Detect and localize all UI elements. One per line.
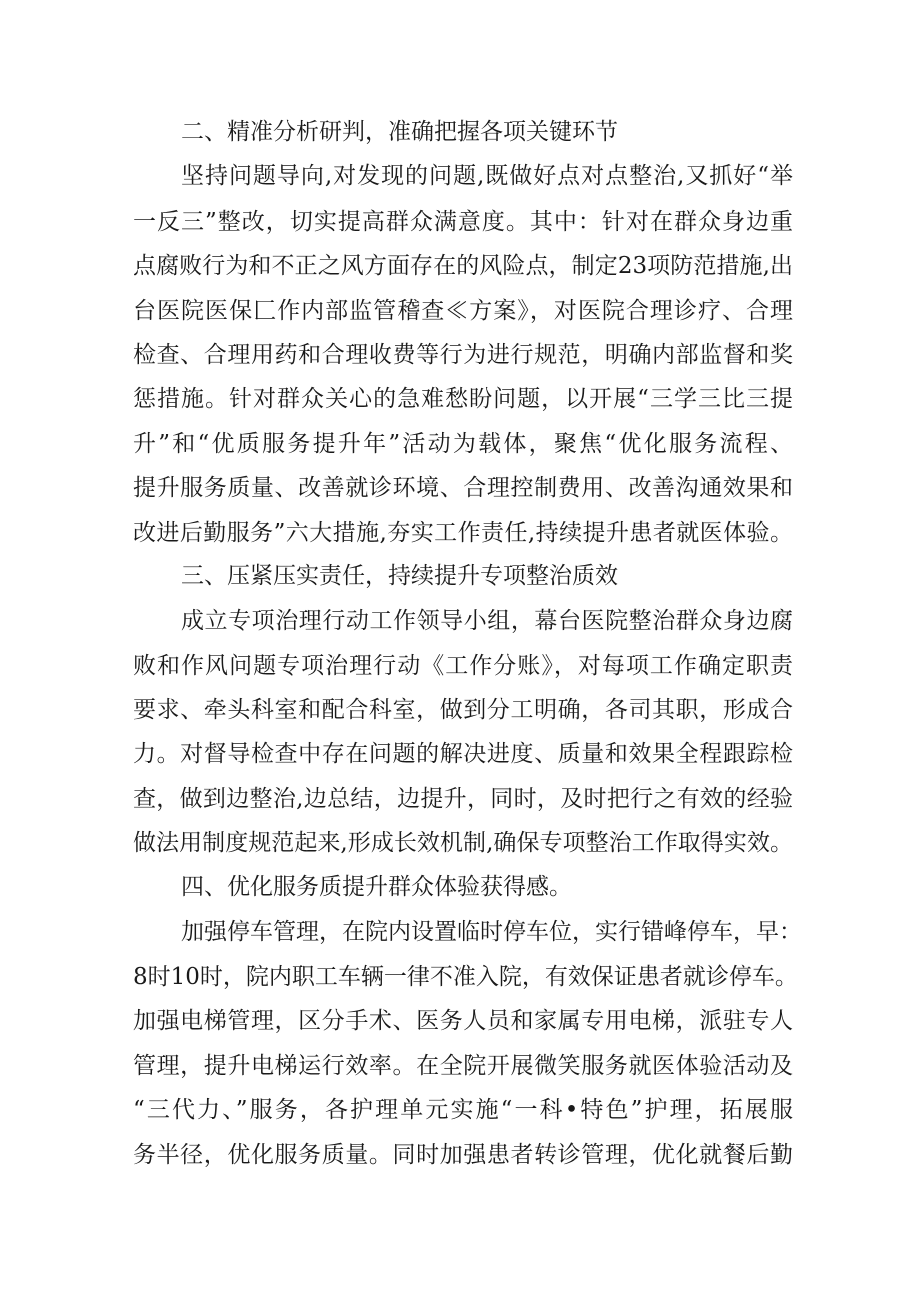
paragraph-line: 惩措施。针对群众关心的急难愁盼问题，以开展“三学三比三提: [133, 386, 793, 412]
paragraph-line: 升”和“优质服务提升年”活动为载体，聚焦“优化服务流程、: [133, 431, 793, 457]
paragraph-line: 管理，提升电梯运行效率。在全院开展微笑服务就医体验活动及: [133, 1053, 793, 1079]
section-heading-3: 三、压紧压实责任，持续提升专项整治质效: [181, 563, 618, 589]
paragraph-line: 改进后勤服务”六大措施,夯实工作责任,持续提升患者就医体验。: [133, 520, 793, 546]
paragraph-line: 成立专项治理行动工作领导小组，幕台医院整治群众身边腐: [181, 608, 793, 634]
paragraph-line: 要求、牵头科室和配合科室，做到分工明确，各司其职，形成合: [133, 697, 793, 723]
paragraph-line: 败和作风问题专项治理行动《工作分账》，对每项工作确定职责: [133, 653, 793, 679]
paragraph-line: 提升服务质量、改善就诊环境、合理控制费用、改善沟通效果和: [133, 475, 793, 501]
paragraph-line: 力。对督导检查中存在问题的解决进度、质量和效果全程跟踪检: [133, 741, 793, 767]
paragraph-line: 8时10时，院内职工车辆一律不准入院，有效保证患者就诊停车。: [133, 964, 798, 990]
paragraph-line: 检查、合理用药和合理收费等行为进行规范，明确内部监督和奖: [133, 342, 793, 368]
paragraph-line: 坚持问题导向,对发现的问题,既做好点对点整治,又抓好“举: [181, 163, 793, 189]
section-heading-2: 二、精准分析研判，准确把握各项关键环节: [181, 119, 618, 145]
paragraph-line: 点腐败行为和不正之风方面存在的风险点，制定23项防范措施,出: [133, 253, 793, 279]
paragraph-line: 台医院医保匚作内部监管稽查≪方案》，对医院合理诊疗、合理: [133, 298, 793, 324]
paragraph-line: 做法用制度规范起来,形成长效机制,确保专项整治工作取得实效。: [133, 830, 793, 856]
paragraph-line: 加强停车管理，在院内设置临时停车位，实行错峰停车，早：: [181, 919, 802, 945]
paragraph-line: 务半径，优化服务质量。同时加强患者转诊管理，优化就餐后勤: [133, 1142, 793, 1168]
paragraph-line: 查，做到边整治,边总结，边提升，同时，及时把行之有效的经验: [133, 786, 793, 812]
paragraph-line: 加强电梯管理，区分手术、医务人员和家属专用电梯，派驻专人: [133, 1008, 793, 1034]
paragraph-line: 一反三”整改，切实提高群众满意度。其中：针对在群众身边重: [133, 209, 793, 235]
paragraph-line: “三代力、”服务，各护理单元实施“一科•特色”护理，拓展服: [133, 1097, 793, 1123]
section-heading-4: 四、优化服务质提升群众体验获得感。: [181, 874, 572, 900]
